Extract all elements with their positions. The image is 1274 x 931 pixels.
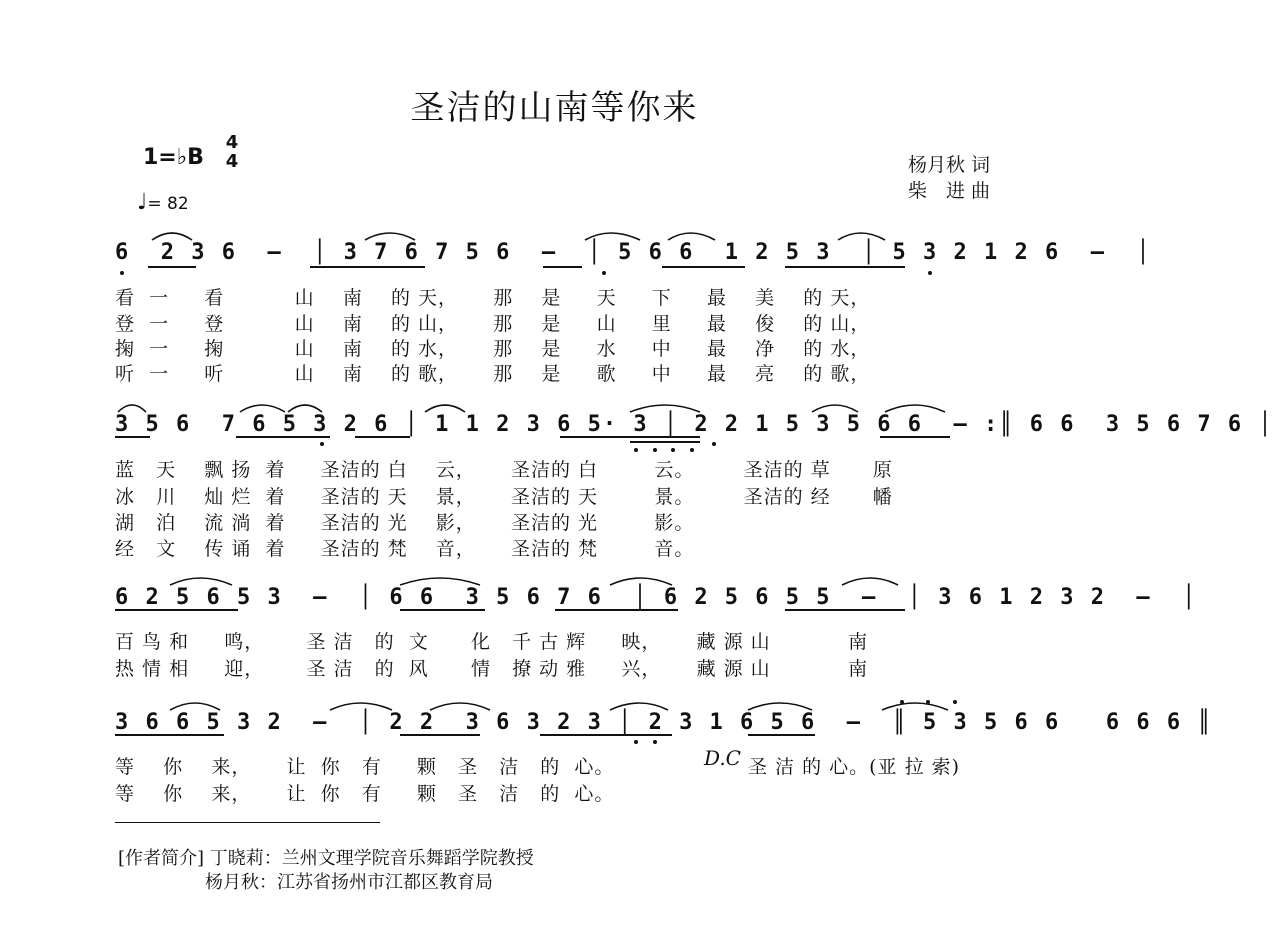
notation-line-4: 3 6 6 5 3 2 – │ 2 2 3 6 3 2 3 │ 2 3 1 6 5 6 – ║ 5 3 5 6 6 6 6 6 ║ <box>115 710 1213 735</box>
lyric-line-1-2: 登 一 登 山 南 的 山， 那 是 山 里 最 俊 的 山， <box>115 313 871 335</box>
key-signature: 1=♭B <box>143 145 204 170</box>
tempo-value: = 82 <box>147 194 189 214</box>
author-intro-line1: 丁晓莉：兰州文理学院音乐舞蹈学院教授 <box>209 848 534 869</box>
author-intro-line2: 杨月秋：江苏省扬州市江都区教育局 <box>205 872 493 893</box>
composer-credit: 柴 进 曲 <box>908 180 991 202</box>
dc-marking: D.C <box>704 746 741 770</box>
ending-lyric: 圣 洁 的 心。(亚 拉 索) <box>748 756 961 778</box>
notation-line-1: 6 2 3 6 – │ 3 7 6 7 5 6 – │ 5 6 6 1 2 5 3 │ 5 3 2 1 2 6 – │ <box>115 240 1152 265</box>
lyric-line-3-2: 热 情 相 迎， 圣 洁 的 风 情 撩 动 雅 兴， 藏 源 山 南 <box>115 658 869 680</box>
lyric-line-1-4: 听 一 听 山 南 的 歌， 那 是 歌 中 最 亮 的 歌， <box>115 363 871 385</box>
lyricist-credit: 杨月秋 词 <box>908 154 991 176</box>
lyric-line-4-2: 等 你 来， 让 你 有 颗 圣 洁 的 心。 <box>115 783 615 805</box>
footnote-rule <box>115 822 380 823</box>
lyric-line-2-3: 湖 泊 流 淌 着 圣洁的 光 影， 圣洁的 光 影。 <box>115 512 695 534</box>
lyric-line-2-2: 冰 川 灿 烂 着 圣洁的 天 景， 圣洁的 天 景。 圣洁的 经 幡 <box>115 486 893 508</box>
lyric-line-1-1: 看 一 看 山 南 的 天， 那 是 天 下 最 美 的 天， <box>115 287 871 309</box>
notation-line-2: 3 5 6 7 6 5 3 2 6 │ 1 1 2 3 6 5· 3 │ 2 2 1 5 3 5 6 6 – :║ 6 6 3 5 6 7 6 │ <box>115 412 1274 437</box>
author-intro <box>118 844 534 870</box>
author-intro-label: [作者简介] <box>118 848 205 869</box>
lyric-line-2-1: 蓝 天 飘 扬 着 圣洁的 白 云， 圣洁的 白 云。 圣洁的 草 原 <box>115 459 893 481</box>
notation-line-3: 6 2 5 6 5 3 – │ 6 6 3 5 6 7 6 │ 6 2 5 6 5 5 – │ 3 6 1 2 3 2 – │ <box>115 585 1198 610</box>
lyric-line-3-1: 百 鸟 和 鸣， 圣 洁 的 文 化 千 古 辉 映， 藏 源 山 南 <box>115 631 869 653</box>
meter-bottom: 4 <box>225 151 239 172</box>
lyric-line-4-1: 等 你 来， 让 你 有 颗 圣 洁 的 心。 <box>115 756 615 778</box>
meter-top: 4 <box>225 132 239 153</box>
song-title: 圣洁的山南等你来 <box>410 88 699 128</box>
lyric-line-2-4: 经 文 传 诵 着 圣洁的 梵 音， 圣洁的 梵 音。 <box>115 538 695 560</box>
quarter-note-icon: ♩ <box>137 190 148 215</box>
lyric-line-1-3: 掬 一 掬 山 南 的 水， 那 是 水 中 最 净 的 水， <box>115 338 871 360</box>
